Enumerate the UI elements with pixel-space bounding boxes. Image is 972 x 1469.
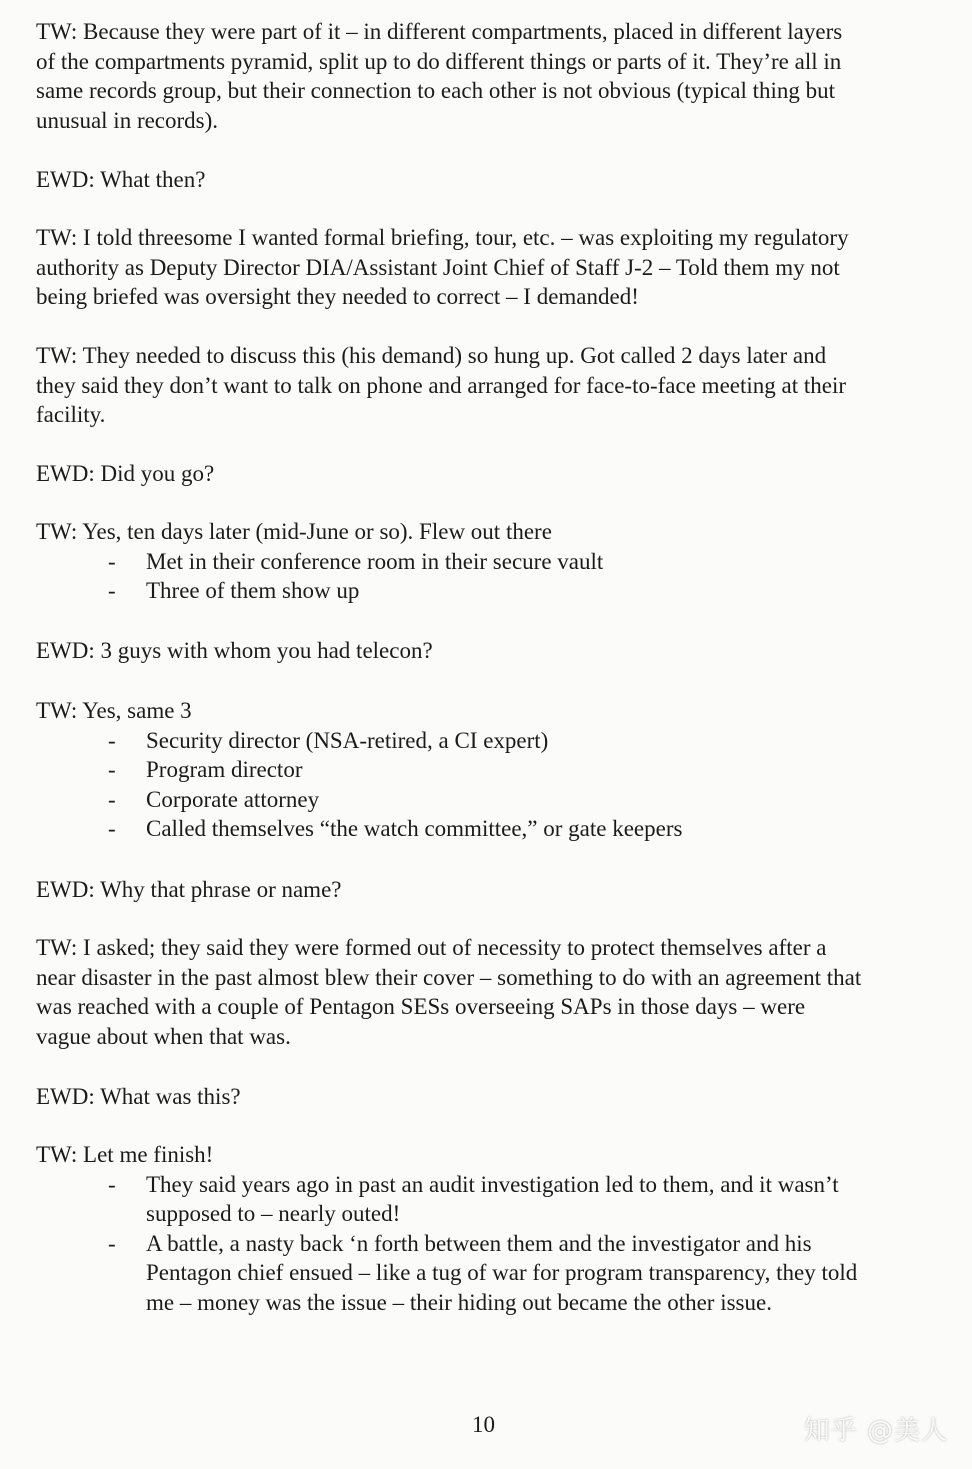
bullet-text: Three of them show up	[146, 578, 360, 604]
paragraph-tw-i-asked	[36, 933, 944, 1051]
text-line: near disaster in the past almost blew their cover – something to do with an agreement that	[36, 964, 862, 990]
paragraph-tw-formal-briefing	[36, 223, 944, 312]
bullet-text: They said years ago in past an audit investigation led to them, and it wasn’t	[146, 1171, 839, 1197]
bullet-dash: -	[108, 816, 116, 842]
bullet-text: Met in their conference room in their secure vault	[146, 548, 604, 574]
bullet-text: Corporate attorney	[146, 786, 320, 812]
paragraph-ewd-what-then	[36, 165, 944, 195]
bullet-text-continued: supposed to – nearly outed!	[146, 1201, 401, 1227]
bullet-item	[108, 785, 944, 815]
bullet-dash: -	[108, 727, 116, 753]
paragraph-ewd-did-you-go	[36, 459, 944, 489]
bullet-list	[36, 547, 944, 606]
bullet-dash: -	[108, 786, 116, 812]
bullet-dash: -	[108, 548, 116, 574]
text-line: being briefed was oversight they needed to correct – I demanded!	[36, 284, 639, 310]
bullet-text: Program director	[146, 757, 303, 783]
paragraph-tw-compartments	[36, 17, 944, 135]
text-line: facility.	[36, 402, 106, 428]
text-line: same records group, but their connection to each other is not obvious (typical thing but	[36, 78, 836, 104]
text-line: EWD: Did you go?	[36, 461, 215, 486]
text-line: was reached with a couple of Pentagon SESs overseeing SAPs in those days – were	[36, 994, 806, 1020]
page-number: 10	[472, 1412, 495, 1437]
bullet-item	[108, 547, 944, 577]
text-line: TW: Because they were part of it – in different compartments, placed in different layers	[36, 19, 843, 44]
bullet-dash: -	[108, 1230, 116, 1256]
bullet-text: Security director (NSA-retired, a CI expert)	[146, 727, 549, 753]
paragraph-ewd-why-phrase	[36, 875, 944, 905]
bullet-item	[108, 1229, 944, 1259]
text-line: of the compartments pyramid, split up to do different things or parts of it. They’re all in	[36, 48, 842, 74]
paragraph-tw-same-three	[36, 696, 944, 844]
paragraph-ewd-three-guys	[36, 636, 944, 666]
bullet-dash: -	[108, 578, 116, 604]
text-line: vague about when that was.	[36, 1023, 291, 1049]
bullet-text: Called themselves “the watch committee,” or gate keepers	[146, 816, 683, 842]
text-line: authority as Deputy Director DIA/Assistant Joint Chief of Staff J-2 – Told them my not	[36, 254, 840, 280]
bullet-item	[108, 726, 944, 756]
bullet-list	[36, 1170, 944, 1318]
paragraph-tw-hung-up	[36, 341, 944, 430]
text-line: TW: Yes, ten days later (mid-June or so). Flew out there	[36, 519, 552, 544]
watermark: 知乎 @美人	[803, 1416, 948, 1446]
text-line: TW: Yes, same 3	[36, 698, 192, 723]
paragraph-tw-ten-days-later	[36, 517, 944, 606]
paragraph-tw-let-me-finish	[36, 1140, 944, 1318]
bullet-text-continued: me – money was the issue – their hiding out became the other issue.	[146, 1289, 772, 1315]
bullet-item	[108, 814, 944, 844]
bullet-item	[108, 755, 944, 785]
paragraph-ewd-what-was-this	[36, 1082, 944, 1112]
bullet-dash: -	[108, 757, 116, 783]
bullet-text-continued: Pentagon chief ensued – like a tug of war for program transparency, they told	[146, 1260, 858, 1286]
text-line: they said they don’t want to talk on phone and arranged for face-to-face meeting at their	[36, 372, 847, 398]
bullet-list	[36, 726, 944, 844]
text-line: TW: They needed to discuss this (his demand) so hung up. Got called 2 days later and	[36, 343, 827, 368]
bullet-item	[108, 576, 944, 606]
text-line: EWD: Why that phrase or name?	[36, 877, 342, 902]
text-line: EWD: What was this?	[36, 1084, 241, 1109]
text-line: EWD: 3 guys with whom you had telecon?	[36, 638, 433, 663]
text-line: unusual in records).	[36, 107, 219, 133]
text-line: TW: I asked; they said they were formed out of necessity to protect themselves after a	[36, 935, 827, 960]
bullet-dash: -	[108, 1171, 116, 1197]
bullet-text: A battle, a nasty back ‘n forth between them and the investigator and his	[146, 1230, 812, 1256]
text-line: EWD: What then?	[36, 167, 206, 192]
text-line: TW: Let me finish!	[36, 1142, 214, 1167]
bullet-item	[108, 1170, 944, 1200]
text-line: TW: I told threesome I wanted formal briefing, tour, etc. – was exploiting my regulatory	[36, 225, 849, 250]
